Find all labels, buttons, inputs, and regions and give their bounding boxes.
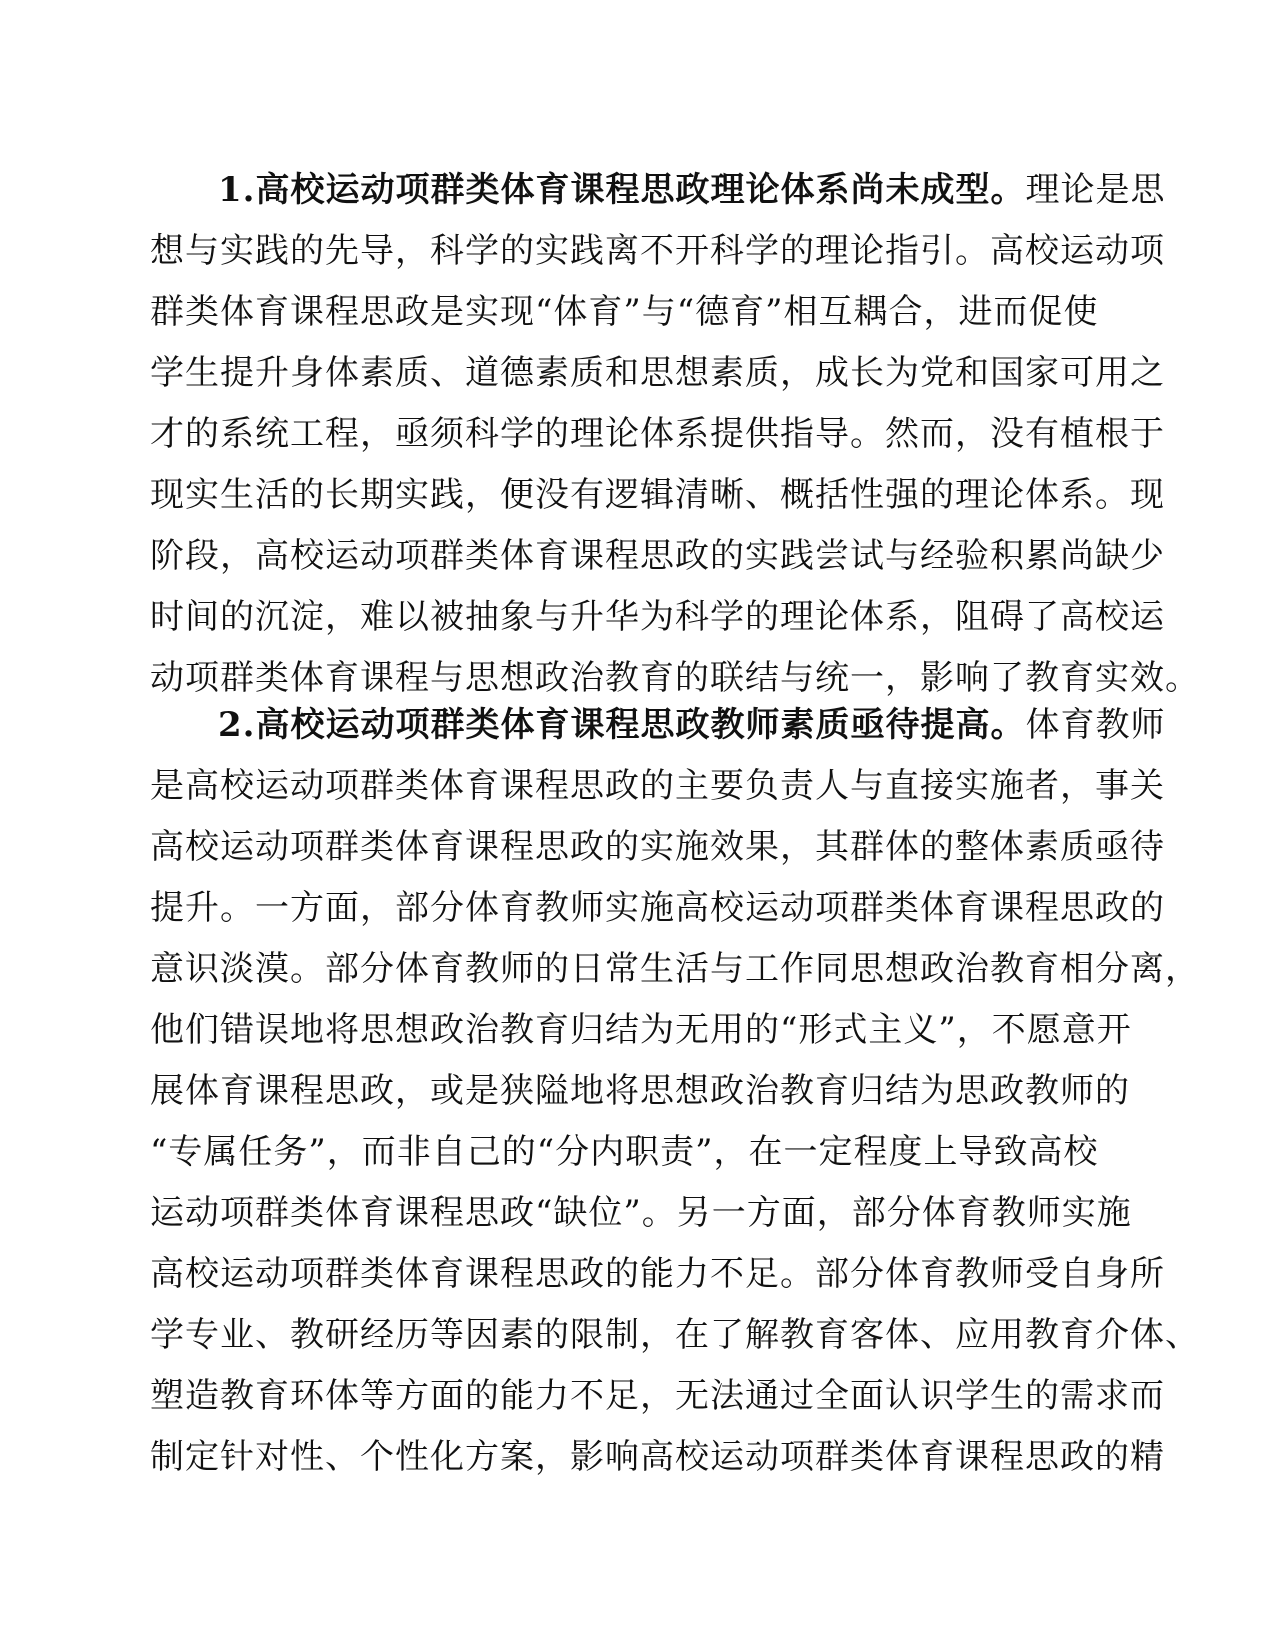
paragraph-line: 学专业、教研经历等因素的限制，在了解教育客体、应用教育介体、	[150, 1315, 1200, 1355]
paragraph-line: 阶段，高校运动项群类体育课程思政的实践尝试与经验积累尚缺少	[150, 536, 1165, 576]
paragraph-1	[150, 160, 1200, 709]
paragraph-line: 想与实践的先导，科学的实践离不开科学的理论指引。高校运动项	[150, 231, 1165, 271]
paragraph-line: 是高校运动项群类体育课程思政的主要负责人与直接实施者，事关	[150, 766, 1165, 806]
paragraph-line: 展体育课程思政，或是狭隘地将思想政治教育归结为思政教师的	[150, 1071, 1130, 1111]
paragraph-line: 意识淡漠。部分体育教师的日常生活与工作同思想政治教育相分离，	[150, 949, 1200, 989]
paragraph-line	[150, 160, 1166, 221]
paragraph-line: 运动项群类体育课程思政“缺位”。另一方面，部分体育教师实施	[150, 1193, 1132, 1233]
paragraph-line: 高校运动项群类体育课程思政的能力不足。部分体育教师受自身所	[150, 1254, 1165, 1294]
paragraph-line: 学生提升身体素质、道德素质和思想素质，成长为党和国家可用之	[150, 353, 1165, 393]
paragraph-line: 高校运动项群类体育课程思政的实施效果，其群体的整体素质亟待	[150, 827, 1165, 867]
paragraph-line: 才的系统工程，亟须科学的理论体系提供指导。然而，没有植根于	[150, 414, 1165, 454]
paragraph-line	[150, 695, 1166, 756]
paragraph-2	[150, 695, 1200, 1488]
paragraph-text: 体育教师	[1025, 705, 1166, 745]
paragraph-heading: 2.高校运动项群类体育课程思政教师素质亟待提高。	[218, 705, 1026, 745]
paragraph-line: 制定针对性、个性化方案，影响高校运动项群类体育课程思政的精	[150, 1437, 1165, 1477]
paragraph-line: 提升。一方面，部分体育教师实施高校运动项群类体育课程思政的	[150, 888, 1165, 928]
paragraph-line: 动项群类体育课程与思想政治教育的联结与统一，影响了教育实效。	[150, 658, 1200, 698]
paragraph-line: 塑造教育环体等方面的能力不足，无法通过全面认识学生的需求而	[150, 1376, 1165, 1416]
paragraph-line: 现实生活的长期实践，便没有逻辑清晰、概括性强的理论体系。现	[150, 475, 1165, 515]
paragraph-heading: 1.高校运动项群类体育课程思政理论体系尚未成型。	[218, 170, 1026, 210]
paragraph-line: 群类体育课程思政是实现“体育”与“德育”相互耦合，进而促使	[150, 292, 1099, 332]
paragraph-line: 他们错误地将思想政治教育归结为无用的“形式主义”，不愿意开	[150, 1010, 1132, 1050]
paragraph-line: “专属任务”，而非自己的“分内职责”，在一定程度上导致高校	[150, 1132, 1099, 1172]
paragraph-line: 时间的沉淀，难以被抽象与升华为科学的理论体系，阻碍了高校运	[150, 597, 1165, 637]
paragraph-text: 理论是思	[1025, 170, 1166, 210]
